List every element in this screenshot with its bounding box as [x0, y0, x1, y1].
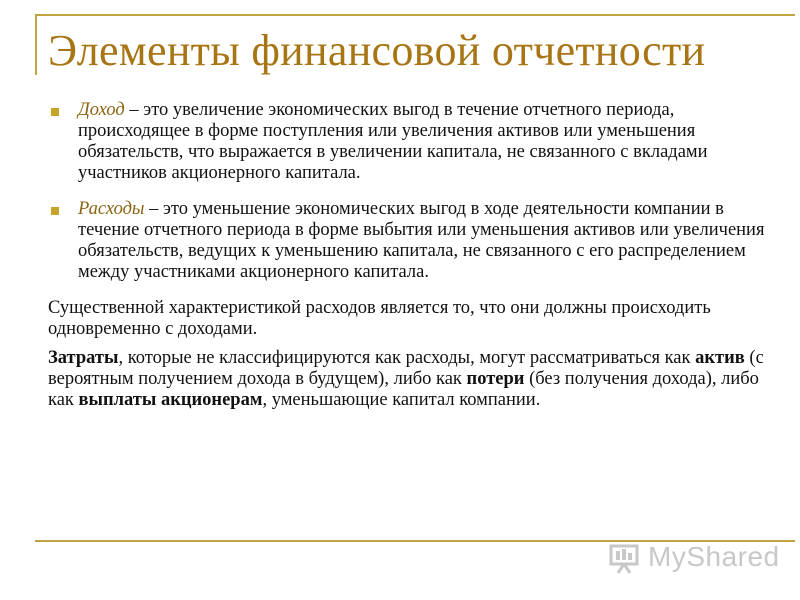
square-bullet-icon — [51, 207, 59, 215]
slide-title: Элементы финансовой отчетности — [48, 26, 706, 75]
paragraph-costs-text-3: (без получения дохода), либо как — [48, 369, 759, 410]
myshared-logo — [608, 537, 780, 577]
paragraph-costs-text-1: , которые не классифицируются как расходы, могут рассматриваться как — [118, 348, 696, 368]
bold-shareholder-payments: выплаты акционерам — [78, 390, 263, 410]
slide-body — [48, 100, 768, 419]
paragraph-costs-text-4: , уменьшающие капитал компании. — [262, 390, 541, 410]
bold-losses: потери — [466, 369, 525, 389]
title-top-rule — [35, 14, 795, 16]
term-expenses: Расходы — [78, 199, 145, 219]
logo-text: MyShared — [648, 541, 780, 572]
bold-asset: актив — [695, 348, 745, 368]
presentation-board-icon — [608, 540, 642, 574]
bullet-item-income — [48, 100, 768, 184]
square-bullet-icon — [51, 108, 59, 116]
term-income: Доход — [78, 100, 125, 120]
definition-expenses: – это уменьшение экономических выгод в ходе деятельности компании в течение отчетного периода в форме выбытия или уменьшения активов или увеличения обязательств, ведущих к уменьшению капитала, не связанного с его распределением между участниками акционерного капитала. — [78, 199, 765, 282]
paragraph-costs — [48, 348, 768, 411]
definition-income: – это увеличение экономических выгод в течение отчетного периода, происходящее в форме поступления или увеличения активов или уменьшения обязательств, что выражается в увеличении капитала, не связанного с вкладами участников акционерного капитала. — [78, 100, 708, 183]
bullet-item-expenses — [48, 199, 768, 283]
paragraph-expenses-characteristic: Существенной характеристикой расходов является то, что они должны происходить одновременно с доходами. — [48, 298, 711, 339]
title-left-rule — [35, 15, 37, 75]
paragraph-costs-text-2: (с вероятным получением дохода в будущем), либо как — [48, 348, 764, 389]
bold-costs: Затраты — [48, 348, 119, 368]
